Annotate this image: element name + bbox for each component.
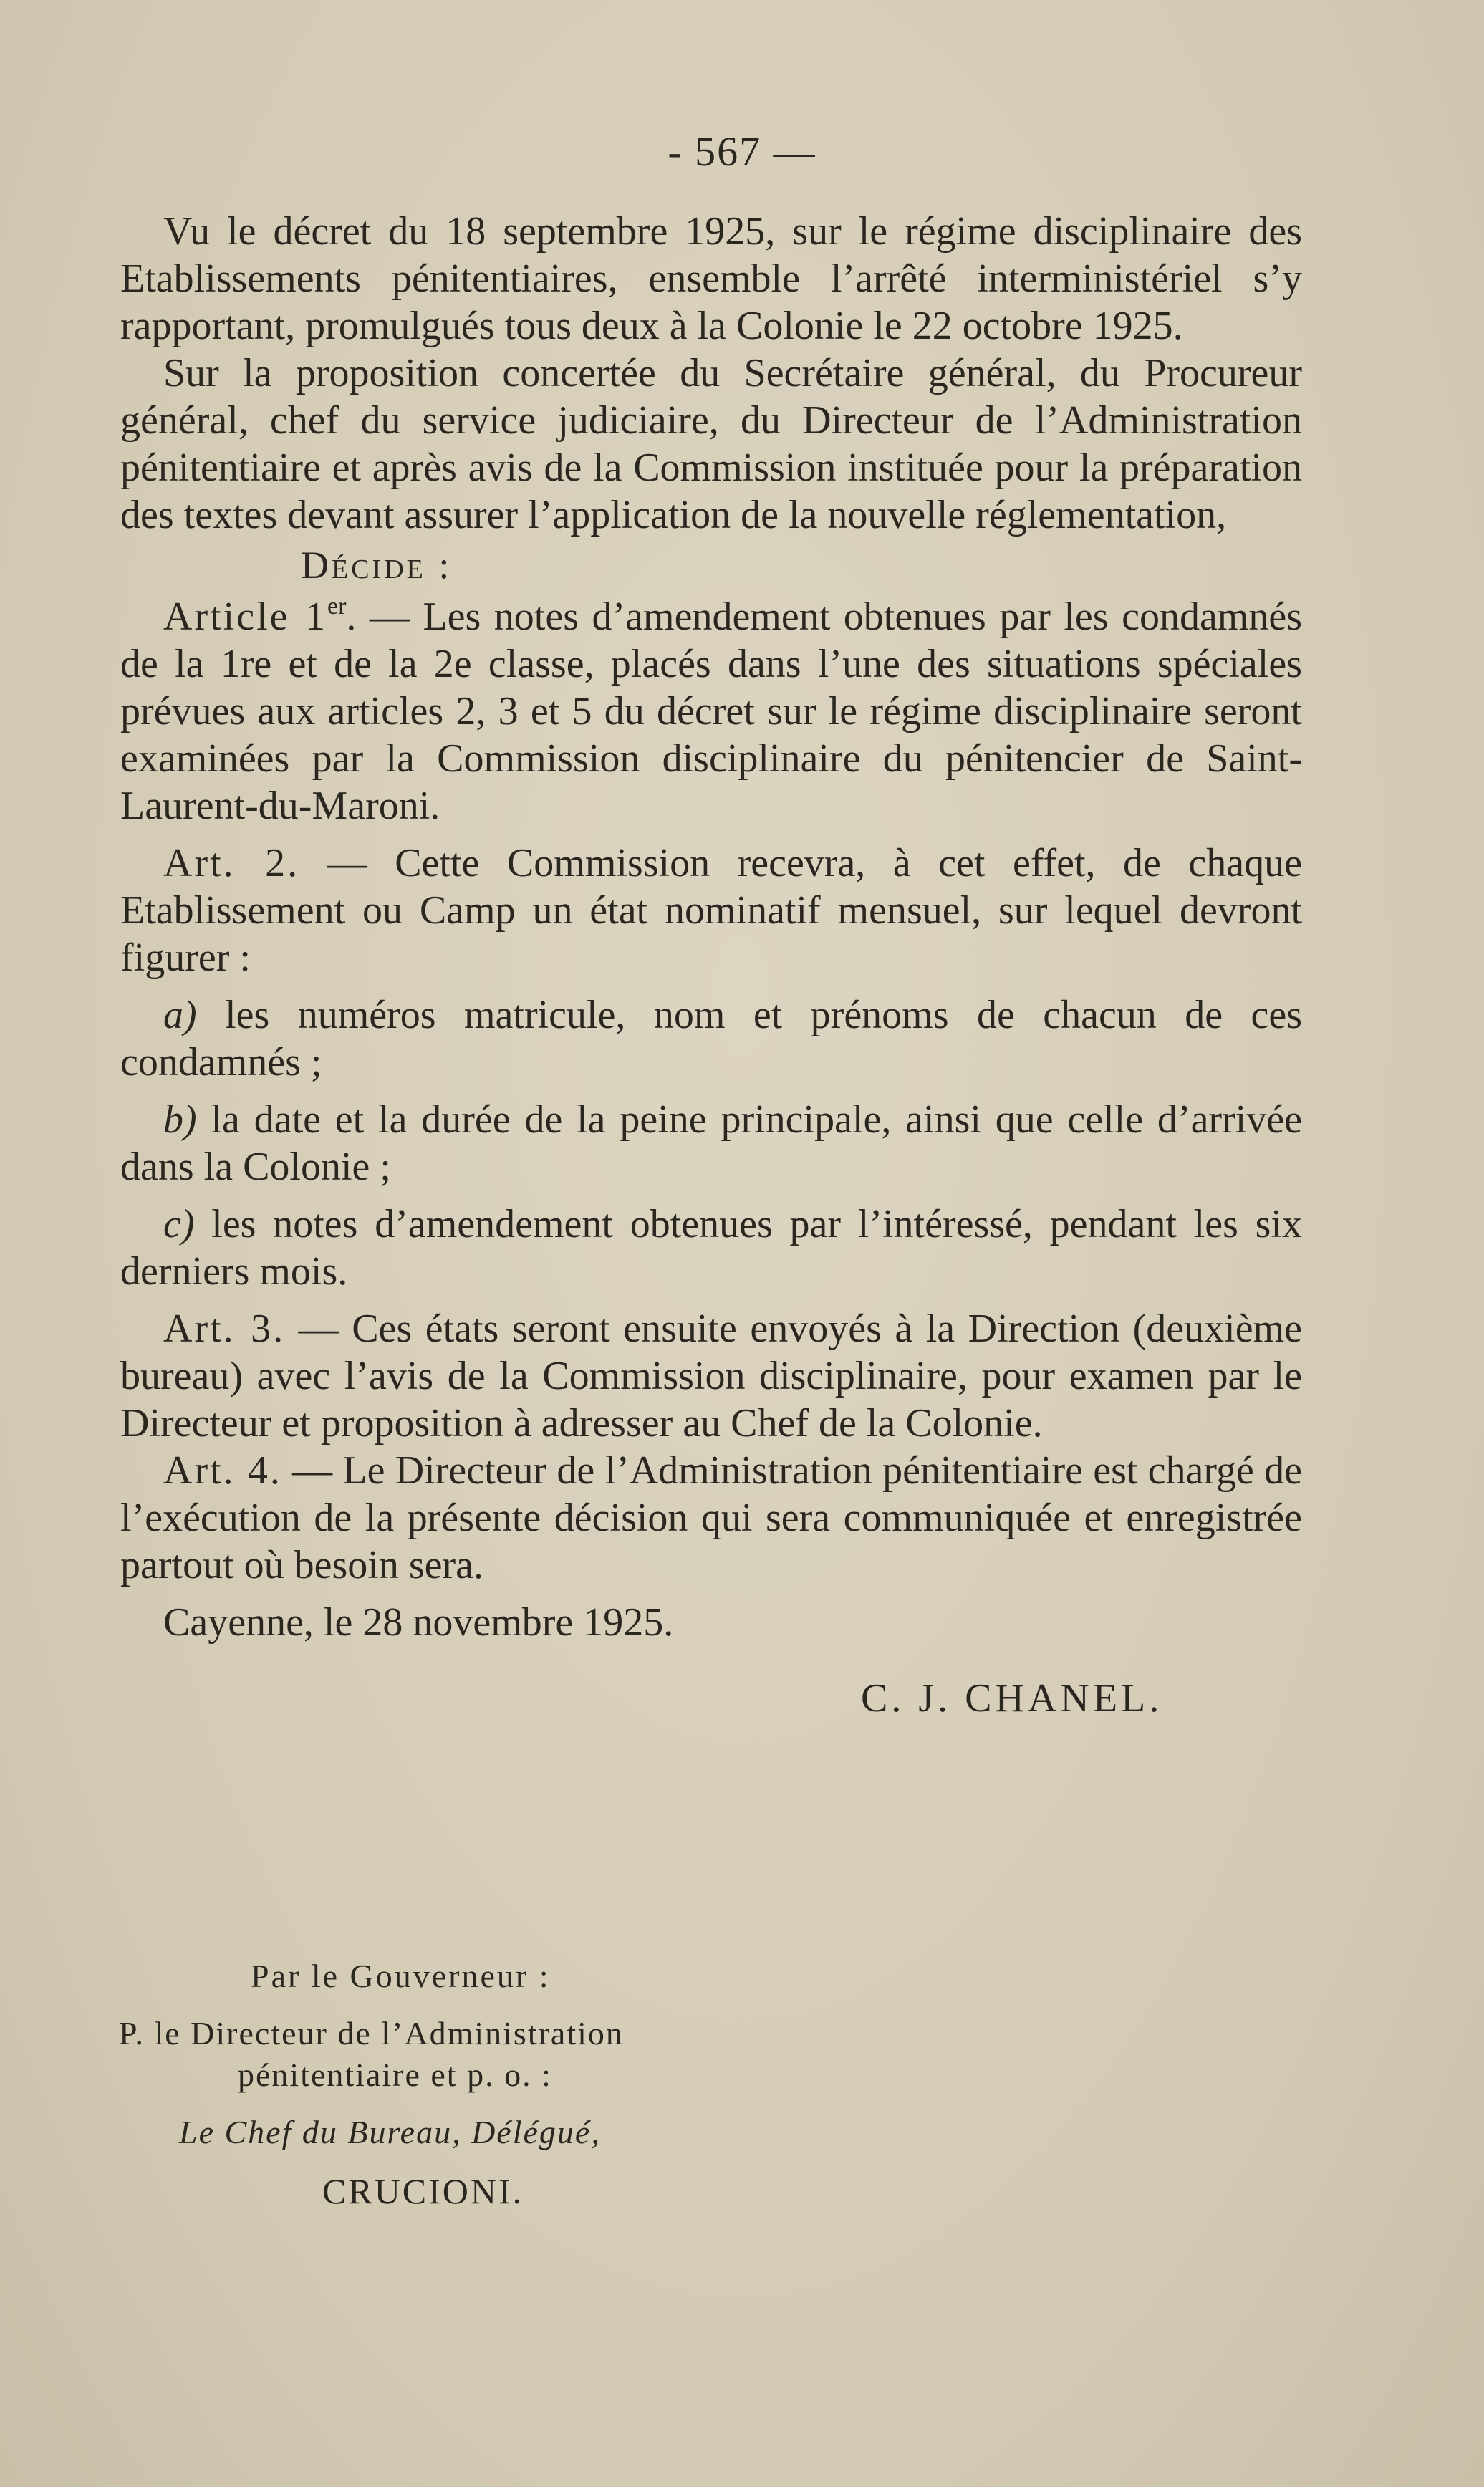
- item-letter: a): [163, 993, 197, 1037]
- article-3-heading: Art. 3.: [163, 1307, 286, 1351]
- decide-heading: Décide :: [301, 544, 453, 587]
- item-text: les numéros matricule, nom et prénoms de chacun de ces condamnés ;: [120, 993, 1302, 1084]
- article-4-heading: Art. 4.: [163, 1448, 282, 1493]
- footer-governor-line: Par le Gouverneur :: [251, 1958, 551, 1994]
- article-3-text: — Ces états seront ensuite envoyés à la Direction (deuxième bureau) avec l’avis de la Commission disciplinaire, pour examen par le Directeur et proposition à adresser au Chef de la Colonie.: [120, 1307, 1302, 1445]
- article-1-text: . — Les notes d’amendement obtenues par les condamnés de la 1re et de la 2e classe, placés dans l’une des situations spéciales prévues aux articles 2, 3 et 5 du décret sur le régime disciplinaire seront examinées par la Commission disciplinaire du pénitencier de Saint-Laurent-du-Maroni.: [120, 595, 1303, 828]
- footer-name-line: CRUCIONI.: [322, 2171, 524, 2211]
- item-text: les notes d’amendement obtenues par l’intéressé, pendant les six derniers mois.: [120, 1202, 1302, 1294]
- preamble-paragraph-decree: Vu le décret du 18 septembre 1925, sur le régime disciplinaire des Etablissements pénitentiaires, ensemble l’arrêté interministériel s’y rapportant, promulgués tous deux à la Colonie le 22 octobre 1925.: [120, 209, 1302, 348]
- footer-penitentiary-line: pénitentiaire et p. o. :: [238, 2057, 552, 2093]
- item-text: la date et la durée de la peine principale, ainsi que celle d’arrivée dans la Colonie ;: [120, 1097, 1302, 1189]
- article-2-item-c: [120, 1201, 1302, 1295]
- preamble-paragraph-proposal: Sur la proposition concertée du Secrétaire général, du Procureur général, chef du service judiciaire, du Directeur de l’Administration pénitentiaire et après avis de la Commission instituée pour la préparation des textes devant assurer l’application de la nouvelle réglementation,: [120, 351, 1302, 537]
- article-1: [120, 593, 1302, 829]
- footer-delegate-line: Le Chef du Bureau, Délégué,: [179, 2114, 601, 2150]
- article-2-item-b: [120, 1096, 1302, 1190]
- article-3: [120, 1305, 1302, 1447]
- item-letter: b): [163, 1097, 197, 1142]
- article-4: [120, 1447, 1302, 1589]
- article-2-text: — Cette Commission recevra, à cet effet, de chaque Etablissement ou Camp un état nominatif mensuel, sur lequel devront figurer :: [120, 841, 1302, 980]
- article-2-heading: Art. 2.: [163, 841, 300, 885]
- article-2-item-a: [120, 991, 1302, 1086]
- footer-director-line: P. le Directeur de l’Administration: [119, 2015, 624, 2051]
- article-1-heading: Article 1: [163, 595, 327, 639]
- item-letter: c): [163, 1202, 195, 1246]
- place-and-date: Cayenne, le 28 novembre 1925.: [163, 1600, 674, 1645]
- page-number: - 567 —: [668, 128, 816, 175]
- decision-body: [120, 208, 1302, 1722]
- article-1-superscript: er: [327, 593, 347, 620]
- signature: C. J. CHANEL.: [861, 1676, 1163, 1721]
- article-4-text: — Le Directeur de l’Administration pénitentiaire est chargé de l’exécution de la présente décision qui sera communiquée et enregistrée partout où besoin sera.: [120, 1448, 1302, 1587]
- article-2: [120, 840, 1302, 981]
